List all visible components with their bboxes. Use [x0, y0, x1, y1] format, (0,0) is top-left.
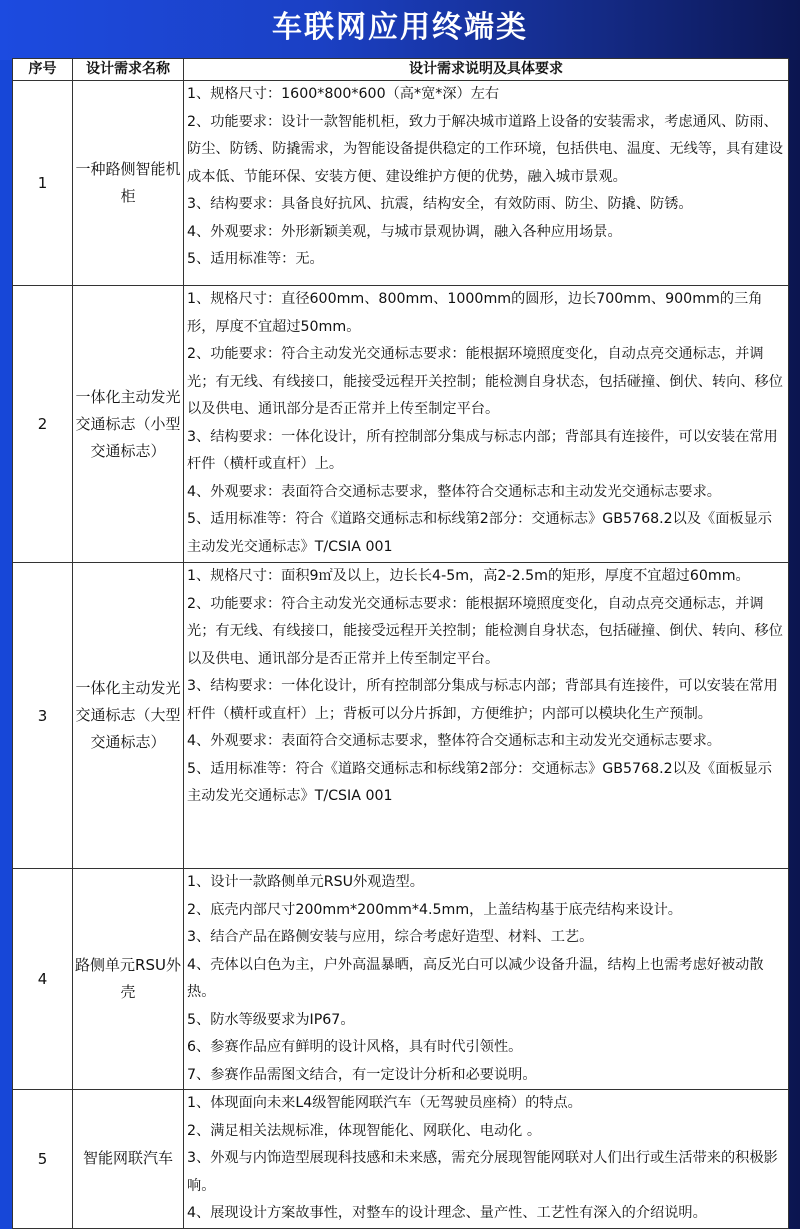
requirement-line: 1、体现面向未来L4级智能网联汽车（无驾驶员座椅）的特点。 — [187, 1095, 582, 1111]
header-index: 序号 — [13, 59, 73, 81]
table-row — [13, 81, 789, 286]
requirement-line: 2、满足相关法规标准，体现智能化、网联化、电动化 。 — [187, 1122, 542, 1139]
row-index: 5 — [13, 1090, 73, 1229]
row-index: 2 — [13, 286, 73, 563]
table-row — [13, 563, 789, 869]
requirement-line: 2、功能要求：设计一款智能机柜，致力于解决城市道路上设备的安装需求，考虑通风、防雨、防尘、防锈、防撬需求，为智能设备提供稳定的工作环境，包括供电、温度、无线等，具有建设成本低、节能环保、安装方便、建设维护方便的优势，融入城市景观。 — [187, 113, 783, 185]
requirement-line: 5、防水等级要求为IP67。 — [187, 1011, 355, 1028]
requirements-table — [12, 58, 789, 1229]
requirement-description — [184, 563, 789, 869]
requirement-line: 4、外观要求：表面符合交通标志要求，整体符合交通标志和主动发光交通标志要求。 — [187, 483, 721, 500]
requirement-name: 一种路侧智能机柜 — [73, 81, 184, 286]
page-title: 车联网应用终端类 — [272, 10, 528, 45]
requirement-line: 1、规格尺寸：1600*800*600（高*宽*深）左右 — [187, 86, 500, 102]
requirement-line: 4、外观要求：外形新颖美观，与城市景观协调，融入各种应用场景。 — [187, 223, 622, 240]
requirement-line: 3、结构要求：一体化设计，所有控制部分集成与标志内部；背部具有连接件，可以安装在常用杆件（横杆或直杆）上；背板可以分片拆卸，方便维护；内部可以模块化生产预制。 — [187, 678, 778, 722]
requirement-line: 5、适用标准等：符合《道路交通标志和标线第2部分：交通标志》GB5768.2以及《面板显示主动发光交通标志》T/CSIA 001 — [187, 760, 772, 804]
requirement-name: 一体化主动发光交通标志（小型交通标志） — [73, 286, 184, 563]
requirement-line: 3、结构要求：一体化设计，所有控制部分集成与标志内部；背部具有连接件，可以安装在常用杆件（横杆或直杆）上。 — [187, 428, 778, 472]
row-index: 1 — [13, 81, 73, 286]
requirement-line: 5、适用标准等：无。 — [187, 251, 324, 267]
requirement-line: 3、结合产品在路侧安装与应用，综合考虑好造型、材料、工艺。 — [187, 929, 594, 945]
requirement-line: 4、壳体以白色为主，户外高温暴晒，高反光白可以减少设备升温，结构上也需考虑好被动散热。 — [187, 956, 764, 1000]
header-desc: 设计需求说明及具体要求 — [184, 59, 789, 81]
table-row — [13, 286, 789, 563]
requirement-line: 5、适用标准等：符合《道路交通标志和标线第2部分：交通标志》GB5768.2以及《面板显示主动发光交通标志》T/CSIA 001 — [187, 511, 772, 555]
requirement-description — [184, 81, 789, 286]
requirement-line: 1、规格尺寸：面积9㎡及以上，边长长4-5m，高2-2.5m的矩形，厚度不宜超过60mm。 — [187, 568, 750, 584]
requirement-line: 2、功能要求：符合主动发光交通标志要求：能根据环境照度变化，自动点亮交通标志，并调光；有无线、有线接口，能接受远程开关控制；能检测自身状态，包括碰撞、倒伏、转向、移位以及供电、通讯部分是否正常并上传至制定平台。 — [187, 346, 783, 417]
requirement-line: 6、参赛作品应有鲜明的设计风格，具有时代引领性。 — [187, 1039, 523, 1055]
table-header-row — [13, 59, 789, 81]
row-index: 4 — [13, 869, 73, 1090]
row-index: 3 — [13, 563, 73, 869]
requirement-line: 4、外观要求：表面符合交通标志要求，整体符合交通标志和主动发光交通标志要求。 — [187, 733, 721, 749]
header-name: 设计需求名称 — [73, 59, 184, 81]
requirement-line: 7、参赛作品需图文结合，有一定设计分析和必要说明。 — [187, 1066, 537, 1083]
requirement-line: 3、外观与内饰造型展现科技感和未来感，需充分展现智能网联对人们出行或生活带来的积极影响。 — [187, 1150, 778, 1194]
requirement-line: 3、结构要求：具备良好抗风、抗震，结构安全，有效防雨、防尘、防撬、防锈。 — [187, 196, 693, 212]
requirement-name: 一体化主动发光交通标志（大型交通标志） — [73, 563, 184, 869]
requirement-description — [184, 286, 789, 563]
requirement-description — [184, 869, 789, 1090]
requirement-line: 1、规格尺寸：直径600mm、800mm、1000mm的圆形，边长700mm、900mm的三角形，厚度不宜超过50mm。 — [187, 291, 763, 335]
table-body — [13, 81, 789, 1229]
requirement-name: 路侧单元RSU外壳 — [73, 869, 184, 1090]
requirement-line: 2、功能要求：符合主动发光交通标志要求：能根据环境照度变化，自动点亮交通标志，并调光；有无线、有线接口，能接受远程开关控制；能检测自身状态，包括碰撞、倒伏、转向、移位以及供电、通讯部分是否正常并上传至制定平台。 — [187, 595, 783, 667]
requirement-line: 2、底壳内部尺寸200mm*200mm*4.5mm，上盖结构基于底壳结构来设计。 — [187, 901, 682, 918]
requirement-line: 4、展现设计方案故事性，对整车的设计理念、量产性、工艺性有深入的介绍说明。 — [187, 1205, 707, 1221]
table-row — [13, 869, 789, 1090]
footer-band — [0, 1203, 800, 1214]
requirement-name: 智能网联汽车 — [73, 1090, 184, 1229]
requirement-line: 1、设计一款路侧单元RSU外观造型。 — [187, 874, 424, 890]
